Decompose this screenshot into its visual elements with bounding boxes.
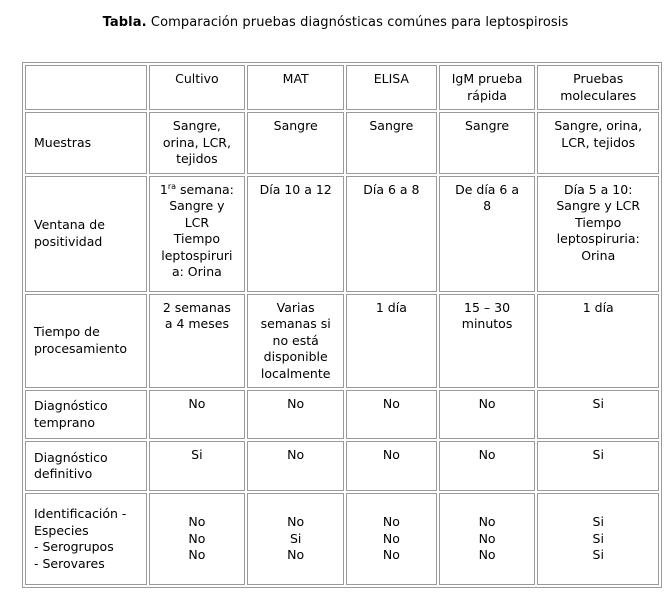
table-row-muestras [25,112,659,174]
comparison-table [22,62,662,588]
table-title [0,15,671,30]
row-label-ventana: Ventana de positividad [25,176,147,292]
cell: 1 día [346,294,437,389]
cell: Sangre [439,112,536,174]
cell: Sangre [247,112,344,174]
cell: No No No [149,493,246,585]
cell: No No No [346,493,437,585]
cell: No [439,390,536,439]
cell: Si Si Si [537,493,659,585]
row-label-temprano: Diagnóstico temprano [25,390,147,439]
header-elisa: ELISA [346,65,437,110]
header-mat: MAT [247,65,344,110]
table-row-identificacion [25,493,659,585]
cell: Si [537,390,659,439]
cell: No [346,390,437,439]
cell: Si [149,441,246,491]
cell: Día 6 a 8 [346,176,437,292]
cell: Sangre, orina, LCR, tejidos [149,112,246,174]
cell: No No No [439,493,536,585]
row-label-tiempo: Tiempo de procesamiento [25,294,147,389]
title-text: Comparación pruebas diagnósticas comúnes para leptospirosis [150,15,569,30]
cell: No [346,441,437,491]
cell: Día 5 a 10: Sangre y LCR Tiempo leptospiruria: Orina [537,176,659,292]
title-prefix: Tabla. [102,15,147,30]
table-row-ventana [25,176,659,292]
cell: Varias semanas si no está disponible localmente [247,294,344,389]
cell: No [149,390,246,439]
cell: Sangre, orina, LCR, tejidos [537,112,659,174]
cell: No [247,390,344,439]
row-label-muestras: Muestras [25,112,147,174]
row-label-identificacion: Identificación - Especies - Serogrupos - Serovares [25,493,147,585]
row-label-definitivo: Diagnóstico definitivo [25,441,147,491]
cell: No Si No [247,493,344,585]
cell: 2 semanas a 4 meses [149,294,246,389]
ordinal-sup: ra [167,181,177,191]
cell: De día 6 a 8 [439,176,536,292]
header-row [25,65,659,110]
cell: No [247,441,344,491]
table-row-tiempo [25,294,659,389]
header-igm: IgM prueba rápida [439,65,536,110]
cell: Sangre [346,112,437,174]
cell: Día 10 a 12 [247,176,344,292]
header-cultivo: Cultivo [149,65,246,110]
ordinal: 1 [159,181,168,197]
header-cell-empty [25,65,147,110]
cell: 15 – 30 minutos [439,294,536,389]
table-row-temprano [25,390,659,439]
cell: 1 día [537,294,659,389]
cell-ventana-cultivo [149,176,246,292]
cell: No [439,441,536,491]
header-moleculares: Pruebas moleculares [537,65,659,110]
cell: Si [537,441,659,491]
table-row-definitivo [25,441,659,491]
ventana-cultivo-text: semana: Sangre y LCR Tiempo leptospiruri a: Orina [161,181,234,279]
